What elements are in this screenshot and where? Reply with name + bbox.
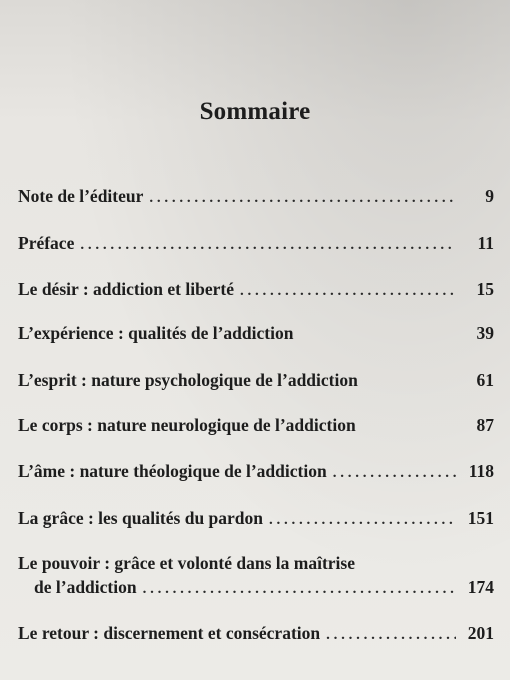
leader-dots xyxy=(149,185,456,211)
toc-entry-page: 151 xyxy=(467,508,494,528)
page-title: Sommaire xyxy=(199,98,311,125)
toc-entry xyxy=(18,458,494,484)
toc-entry-label: Le corps : nature neurologique de l’addiction xyxy=(18,415,356,435)
toc-entry xyxy=(18,620,494,646)
toc-entry-label: L’expérience : qualités de l’addiction xyxy=(18,323,294,343)
leader-dots xyxy=(143,576,456,602)
toc-entry-label: L’esprit : nature psychologique de l’addiction xyxy=(18,370,358,390)
toc-entry-page: 118 xyxy=(468,461,494,481)
toc-entry xyxy=(18,550,494,576)
toc-entry-label-line2: de l’addiction xyxy=(34,577,137,597)
toc-entry xyxy=(18,412,494,438)
leader-dots xyxy=(326,622,456,648)
toc-entry-continuation xyxy=(18,574,494,600)
leader-dots xyxy=(240,278,456,304)
toc-entry xyxy=(18,183,494,209)
toc-entry-label: Le retour : discernement et consécration xyxy=(18,623,321,643)
toc-entry xyxy=(18,367,494,393)
toc-entry-label: La grâce : les qualités du pardon xyxy=(18,508,264,528)
toc-entry-page: 11 xyxy=(477,233,494,253)
toc-entry-page: 174 xyxy=(467,577,494,597)
leader-dots xyxy=(269,507,456,533)
toc-entry-page: 87 xyxy=(476,415,494,435)
toc-entry xyxy=(18,276,494,302)
toc-entry-label: L’âme : nature théologique de l’addiction xyxy=(18,461,327,481)
toc-entry-page: 61 xyxy=(476,370,494,390)
toc-entry-page: 39 xyxy=(476,323,494,343)
toc-entry-page: 201 xyxy=(467,623,494,643)
leader-dots xyxy=(80,232,456,258)
leader-dots xyxy=(333,460,456,486)
toc-entry xyxy=(18,320,494,346)
toc-entry-page: 15 xyxy=(476,279,494,299)
toc-entry xyxy=(18,230,494,256)
toc-entry-label: Préface xyxy=(18,233,75,253)
toc-entry-label: Le désir : addiction et liberté xyxy=(18,279,234,299)
toc-entry xyxy=(18,505,494,531)
toc-entry-label: Le pouvoir : grâce et volonté dans la maîtrise xyxy=(18,553,355,573)
toc-entry-label: Note de l’éditeur xyxy=(18,186,144,206)
toc-entry-page: 9 xyxy=(485,186,494,206)
